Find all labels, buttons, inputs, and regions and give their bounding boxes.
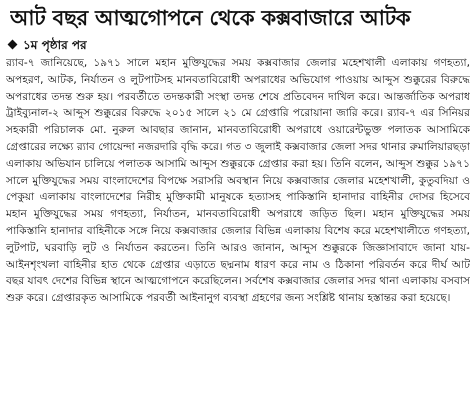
diamond-bullet-icon <box>8 40 18 50</box>
continued-from-line <box>6 36 470 53</box>
article-headline: আট বছর আত্মগোপনে থেকে কক্সবাজারে আটক <box>10 6 411 30</box>
continued-label: ১ম পৃষ্ঠার পর <box>23 37 87 52</box>
article-body: র‍্যাব-৭ জানিয়েছে, ১৯৭১ সালে মহান মুক্তিযুদ্ধের সময় কক্সবাজার জেলার মহেশখালী এলাকায় গণহত্যা, অপহরণ, আটক, নির্যাতন ও লুটপাটসহ মানবতাবিরোধী অপরাধের অভিযোগ পাওয়ায় আব্দুস শুক্কুরের বিরুদ্ধে অপরাধের তদন্ত শুরু হয়। পরবর্তীতে তদন্তকারী সংস্থা তদন্ত শেষে প্রতিবেদন দাখিল করে। আন্তর্জাতিক অপরাধ ট্রাইব্যুনাল-২ আব্দুস শুক্কুরের বিরুদ্ধে ২০১৫ সালে ২১ মে গ্রেপ্তারি পরোয়ানা জারি করে। র‍্যাব-৭ এর সিনিয়র সহকারী পরিচালক মো. নুরুল আবছার জানান, মানবতাবিরোধী অপরাধে ওয়ারেন্টভুক্ত পলাতক আসামিকে গ্রেপ্তারের লক্ষ্যে র‍্যাব গোয়েন্দা নজরদারি বৃদ্ধি করে। গত ৩ জুলাই কক্সবাজার জেলা সদর থানার রুমালিয়ারছড়া এলাকায় অভিযান চালিয়ে পলাতক আসামি আব্দুস শুক্কুরকে গ্রেপ্তার করা হয়। তিনি বলেন, আব্দুস শুক্কুর ১৯৭১ সালে মুক্তিযুদ্ধের সময় বাংলাদেশের বিপক্ষে সরাসরি অবস্থান নিয়ে কক্সবাজার জেলার মহেশখালী, কুতুবদিয়া ও পেকুয়া এলাকায় বাংলাদেশের নিরীহ মুক্তিকামী মানুষকে হত্যাসহ পাকিস্তানি হানাদার বাহিনীর দোসর হিসেবে মহান মুক্তিযুদ্ধের সময় গণহত্যা, নির্যাতন, মানবতাবিরোধী অপরাধে জড়িত ছিল। মহান মুক্তিযুদ্ধের সময় পাকিস্তানি হানাদার বাহিনীকে সঙ্গে নিয়ে কক্সবাজার জেলার বিভিন্ন এলাকায় বিশেষ করে মহেশখালীতে গণহত্যা, লুটপাট, ঘরবাড়ি লুট ও নির্যাতন করতেন। তিনি আরও জানান, আব্দুস শুক্কুরকে জিজ্ঞাসাবাদে জানা যায়- আইনশৃংখলা বাহিনীর হাত থেকে গ্রেপ্তার এড়াতে ছদ্মনাম ধারণ করে নাম ও ঠিকানা পরিবর্তন করে দীর্ঘ আট বছর যাবৎ দেশের বিভিন্ন স্থানে আত্মগোপনে করেছিলেন। সর্বশেষ কক্সবাজার জেলার সদর থানা এলাকায় বসবাস শুরু করে। গ্রেপ্তারকৃত আসামিকে পরবর্তী আইনানুগ ব্যবস্থা গ্রহণের জন্য সংশ্লিষ্ট থানায় হস্তান্তর করা হয়েছে। <box>6 57 470 305</box>
